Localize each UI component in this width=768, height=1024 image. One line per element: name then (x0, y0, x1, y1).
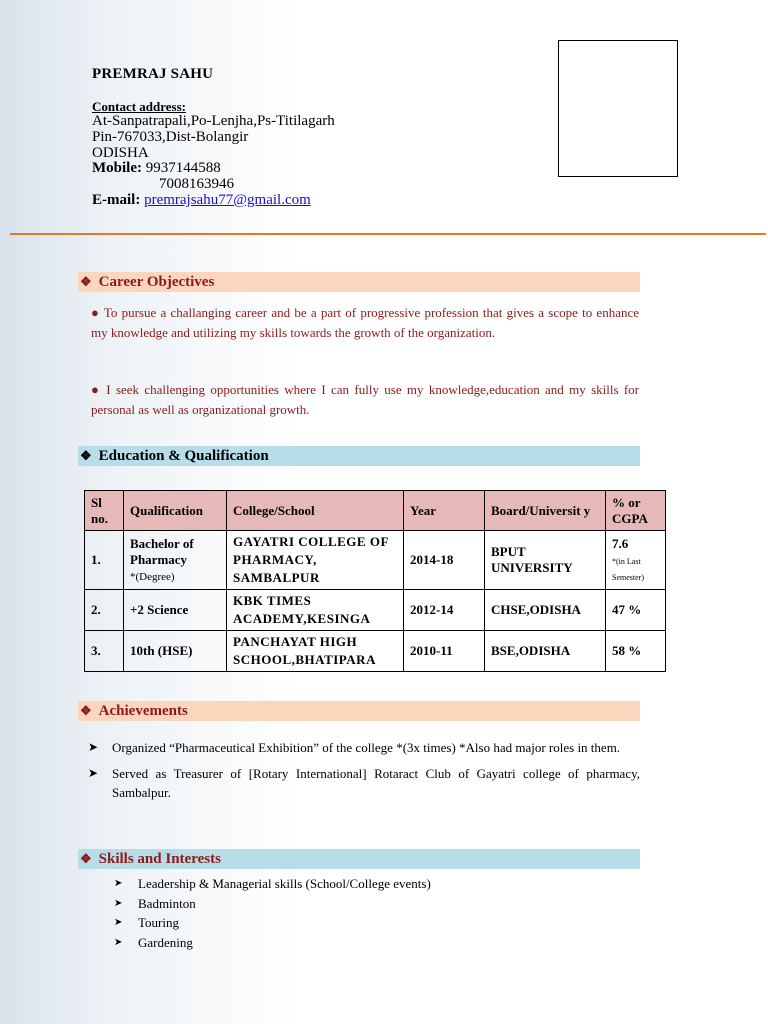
score-note: *(in Last Semester) (612, 557, 644, 582)
table-row (85, 590, 666, 631)
address-line-3: ODISHA (92, 145, 149, 161)
cell-board: BPUT UNIVERSITY (485, 531, 606, 590)
section-achievements (78, 701, 640, 721)
photo-placeholder (558, 40, 678, 177)
cell-board: BSE,ODISHA (485, 631, 606, 672)
achievement-text: Organized “Pharmaceutical Exhibition” of the college *(3x times) *Also had major roles in them. (112, 740, 621, 755)
table-row (85, 631, 666, 672)
diamond-icon: ❖ (80, 274, 92, 289)
career-text-2: I seek challenging opportunities where I can fully use my knowledge,education and my skills for personal as well as organizational growth. (91, 382, 640, 417)
qualification-text: Bachelor of Pharmacy (130, 536, 194, 567)
contact-address-label: Contact address: (92, 99, 187, 114)
mobile-number-2: 7008163946 (159, 176, 234, 192)
list-item (114, 894, 431, 914)
cell-college: PANCHAYAT HIGH SCHOOL,BHATIPARA (227, 631, 404, 672)
mobile-label: Mobile: (92, 160, 142, 176)
cell-qualification: 10th (HSE) (124, 631, 227, 672)
achievements-list (88, 738, 640, 809)
section-education (78, 446, 640, 466)
section-skills (78, 849, 640, 869)
education-heading: Education & Qualification (98, 447, 269, 464)
qualification-note: *(Degree) (130, 571, 175, 583)
diamond-icon: ❖ (80, 703, 92, 718)
list-item (88, 764, 640, 803)
skill-text: Gardening (138, 934, 193, 950)
cell-year: 2012-14 (404, 590, 485, 631)
bullet-dot-icon: ● (91, 382, 101, 397)
skill-text: Leadership & Managerial skills (School/College events) (138, 876, 431, 891)
col-score: % or CGPA (606, 491, 666, 531)
cell-sl: 2. (85, 590, 124, 631)
bullet-dot-icon: ● (91, 305, 100, 320)
list-item (114, 913, 431, 933)
arrow-icon: ➤ (114, 878, 123, 889)
list-item (114, 874, 431, 894)
cell-score: 58 % (606, 631, 666, 672)
col-sl: Sl no. (85, 491, 124, 531)
email-row (92, 192, 311, 208)
cell-board: CHSE,ODISHA (485, 590, 606, 631)
cell-college: GAYATRI COLLEGE OF PHARMACY, SAMBALPUR (227, 531, 404, 590)
address-line-1: At-Sanpatrapali,Po-Lenjha,Ps-Titilagarh (92, 113, 335, 129)
col-year: Year (404, 491, 485, 531)
arrow-icon: ➤ (114, 936, 123, 948)
col-qualification: Qualification (124, 491, 227, 531)
mobile-row (92, 160, 221, 176)
cell-sl: 1. (85, 531, 124, 590)
col-college: College/School (227, 491, 404, 531)
arrow-icon: ➤ (114, 917, 123, 928)
diamond-icon: ❖ (80, 851, 92, 866)
candidate-name: PREMRAJ SAHU (92, 66, 214, 82)
table-header-row (85, 491, 666, 531)
skills-heading: Skills and Interests (98, 850, 221, 867)
section-career-objectives (78, 272, 640, 292)
email-link[interactable]: premrajsahu77@gmail.com (144, 192, 311, 208)
cell-sl: 3. (85, 631, 124, 672)
education-table (84, 490, 666, 672)
cell-qualification: +2 Science (124, 590, 227, 631)
list-item (88, 738, 640, 758)
address-line-2: Pin-767033,Dist-Bolangir (92, 129, 249, 145)
career-text-1: To pursue a challanging career and be a part of progressive profession that gives a scope to enhance my knowledge and utilizing my skills towards the growth of the organization. (91, 305, 640, 340)
achievement-text: Served as Treasurer of [Rotary International] Rotaract Club of Gayatri college of pharmacy, Sambalpur. (112, 765, 640, 800)
cell-score: 47 % (606, 590, 666, 631)
cell-year: 2010-11 (404, 631, 485, 672)
diamond-icon: ❖ (80, 448, 92, 463)
skills-list (114, 874, 431, 952)
cell-year: 2014-18 (404, 531, 485, 590)
list-item (114, 933, 431, 953)
skill-text: Touring (138, 915, 179, 930)
skill-text: Badminton (138, 895, 196, 911)
arrow-icon: ➤ (114, 897, 123, 909)
arrow-icon: ➤ (88, 765, 99, 780)
cell-qualification (124, 531, 227, 590)
mobile-number-1: 9937144588 (145, 160, 221, 176)
career-objective-1 (91, 303, 639, 342)
career-objective-2 (91, 380, 639, 419)
col-board: Board/Universit y (485, 491, 606, 531)
arrow-icon: ➤ (88, 740, 99, 754)
achievements-heading: Achievements (98, 702, 188, 719)
email-label: E-mail: (92, 192, 141, 208)
cell-college: KBK TIMES ACADEMY,KESINGA (227, 590, 404, 631)
table-row (85, 531, 666, 590)
cell-score (606, 531, 666, 590)
career-heading: Career Objectives (98, 273, 215, 290)
header-divider (10, 233, 766, 235)
score-text: 7.6 (612, 536, 629, 551)
